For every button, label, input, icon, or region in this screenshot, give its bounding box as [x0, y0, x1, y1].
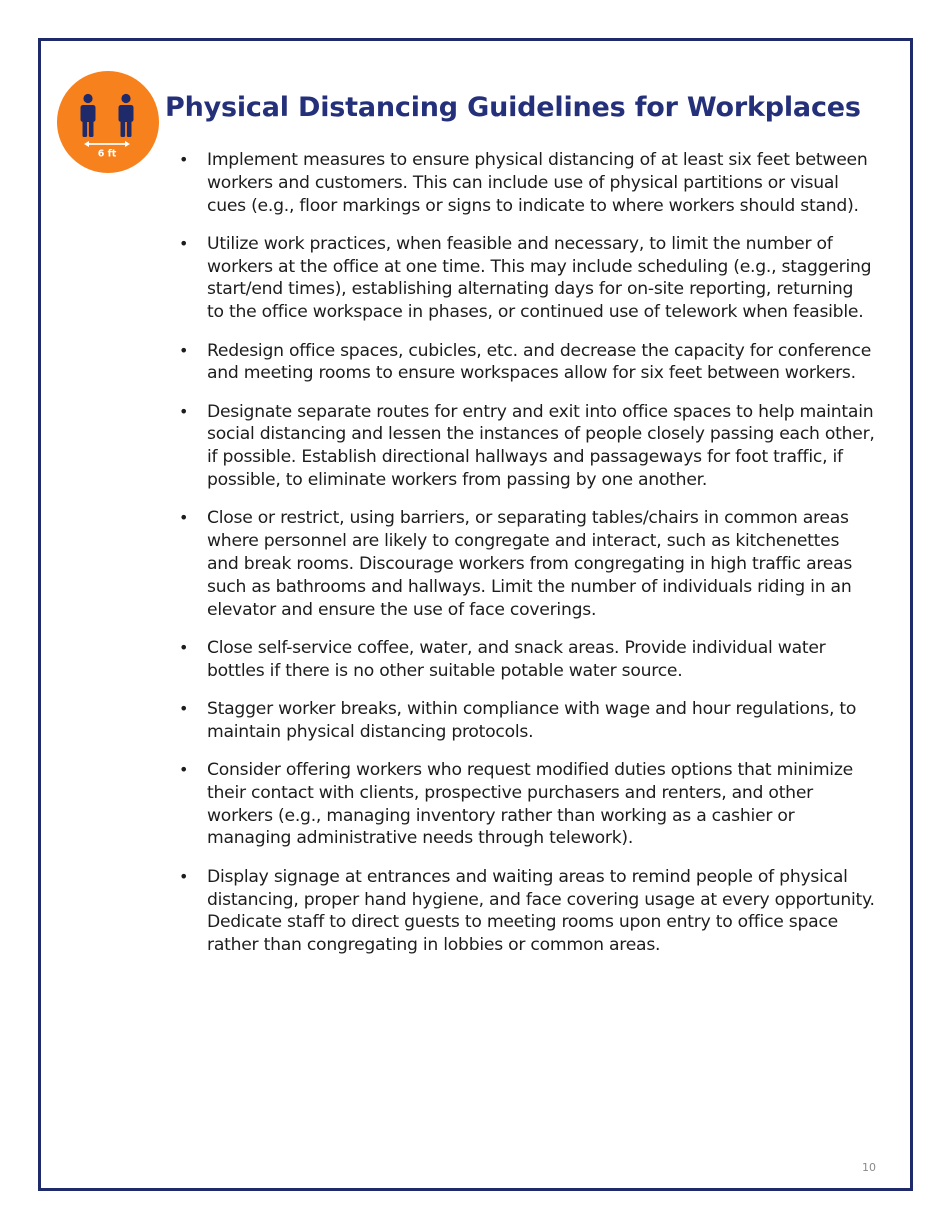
bullet-marker: •: [179, 233, 189, 253]
bullet-marker: •: [179, 401, 189, 421]
bullet-item: [179, 149, 875, 217]
bullet-marker: •: [179, 866, 189, 886]
bullet-marker: •: [179, 637, 189, 657]
double-arrow-icon: [84, 141, 130, 147]
bullet-text: Designate separate routes for entry and exit into office spaces to help maintain social distancing and lessen the instances of people closely passing each other, if possible. Establish directional hallways and passageways for foot traffic, if possible, to eliminate workers from passing by one another.: [207, 401, 875, 491]
bullet-item: [179, 759, 875, 850]
person-left-icon: [81, 94, 96, 137]
bullet-item: [179, 698, 875, 744]
bullet-item: [179, 637, 875, 683]
bullet-marker: •: [179, 340, 189, 360]
physical-distancing-icon: [57, 71, 159, 173]
person-right-icon: [119, 94, 134, 137]
bullet-text: Display signage at entrances and waiting areas to remind people of physical distancing, proper hand hygiene, and face covering usage at every opportunity. Dedicate staff to direct guests to meeting rooms upon entry to office space rather than congregating in lobbies or common areas.: [207, 866, 875, 956]
bullet-text: Consider offering workers who request modified duties options that minimize their contact with clients, prospective purchasers and renters, and other workers (e.g., managing inventory rather than working as a cashier or managing administrative needs through telework).: [207, 760, 853, 849]
bullet-text: Utilize work practices, when feasible and necessary, to limit the number of workers at the office at one time. This may include scheduling (e.g., staggering start/end times), establishing alternating days for on-site reporting, returning to the office workspace in phases, or continued use of telework when feasible.: [207, 233, 872, 323]
bullet-item: [179, 866, 875, 957]
bullet-text: Close self-service coffee, water, and snack areas. Provide individual water bottles if there is no other suitable potable water source.: [207, 637, 826, 681]
bullet-marker: •: [179, 508, 189, 528]
bullet-item: [179, 340, 875, 386]
bullet-marker: •: [179, 150, 189, 169]
distance-label: 6 ft: [97, 148, 117, 160]
bullet-list: [179, 149, 875, 972]
page-number: 10: [862, 1161, 876, 1174]
bullet-item: [179, 401, 875, 492]
bullet-marker: •: [179, 760, 189, 780]
bullet-text: Redesign office spaces, cubicles, etc. and decrease the capacity for conference and meeting rooms to ensure workspaces allow for six feet between workers.: [207, 340, 872, 384]
page-title: Physical Distancing Guidelines for Workplaces: [165, 92, 861, 123]
bullet-item: [179, 507, 875, 621]
bullet-text: Stagger worker breaks, within compliance with wage and hour regulations, to maintain physical distancing protocols.: [207, 698, 857, 742]
bullet-text: Implement measures to ensure physical distancing of at least six feet between workers and customers. This can include use of physical partitions or visual cues (e.g., floor markings or signs to indicate to where workers should stand).: [207, 150, 868, 216]
bullet-marker: •: [179, 698, 189, 718]
bullet-text: Close or restrict, using barriers, or separating tables/chairs in common areas where personnel are likely to congregate and interact, such as kitchenettes and break rooms. Discourage workers from congregating in high traffic areas such as bathrooms and hallways. Limit the number of individuals riding in an elevator and ensure the use of face coverings.: [207, 508, 853, 620]
bullet-item: [179, 233, 875, 324]
